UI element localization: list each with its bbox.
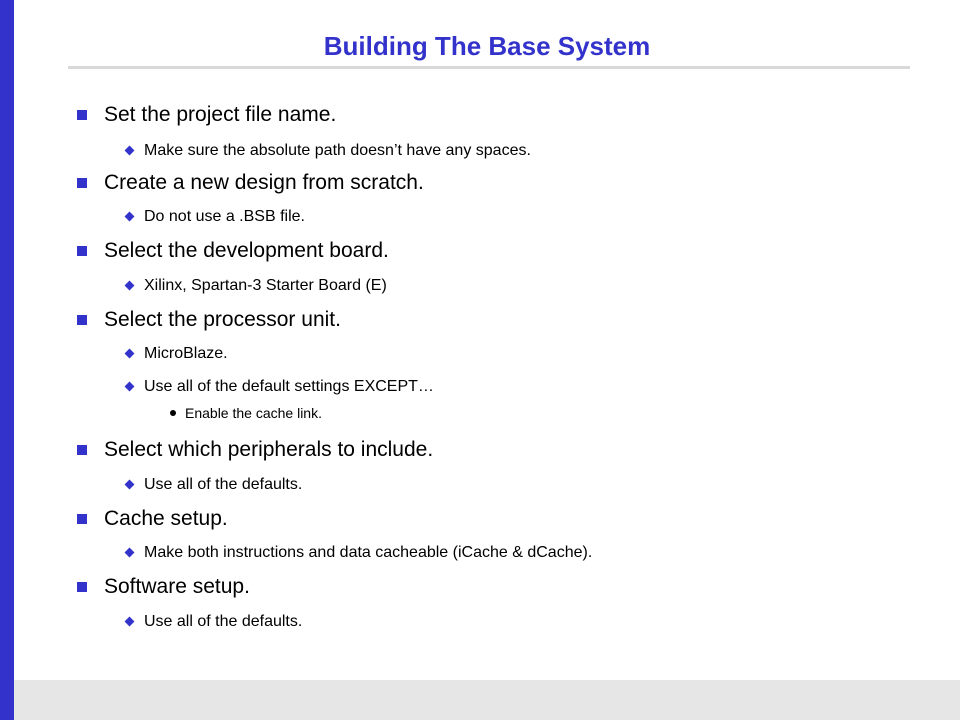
bullet-item: Cache setup. <box>104 507 228 530</box>
sub-bullet-item: Use all of the defaults. <box>144 476 303 493</box>
diamond-bullet-icon <box>125 480 135 490</box>
square-bullet-icon <box>77 178 87 188</box>
sub-bullet-item: Use all of the defaults. <box>144 613 303 630</box>
diamond-bullet-icon <box>125 212 135 222</box>
diamond-bullet-icon <box>125 146 135 156</box>
bullet-item: Create a new design from scratch. <box>104 171 424 194</box>
sub-bullet-item: Use all of the default settings EXCEPT… <box>144 378 434 395</box>
diamond-bullet-icon <box>125 382 135 392</box>
bullet-item: Set the project file name. <box>104 103 337 126</box>
square-bullet-icon <box>77 110 87 120</box>
sub-bullet-item: Make sure the absolute path doesn’t have any spaces. <box>144 142 531 159</box>
diamond-bullet-icon <box>125 548 135 558</box>
diamond-bullet-icon <box>125 617 135 627</box>
bullet-item: Software setup. <box>104 575 250 598</box>
dot-bullet-icon <box>170 410 176 416</box>
sub-sub-bullet-item: Enable the cache link. <box>185 405 322 421</box>
bullet-item: Select the processor unit. <box>104 308 341 331</box>
sub-bullet-item: MicroBlaze. <box>144 345 228 362</box>
sub-bullet-item: Make both instructions and data cacheable (iCache & dCache). <box>144 544 593 561</box>
square-bullet-icon <box>77 315 87 325</box>
square-bullet-icon <box>77 246 87 256</box>
bullet-item: Select the development board. <box>104 239 389 262</box>
diamond-bullet-icon <box>125 281 135 291</box>
square-bullet-icon <box>77 445 87 455</box>
square-bullet-icon <box>77 582 87 592</box>
diamond-bullet-icon <box>125 349 135 359</box>
slide-title: Building The Base System <box>323 31 651 61</box>
sub-bullet-item: Do not use a .BSB file. <box>144 208 305 225</box>
square-bullet-icon <box>77 514 87 524</box>
bullet-item: Select which peripherals to include. <box>104 438 434 461</box>
sub-bullet-item: Xilinx, Spartan-3 Starter Board (E) <box>144 277 387 294</box>
